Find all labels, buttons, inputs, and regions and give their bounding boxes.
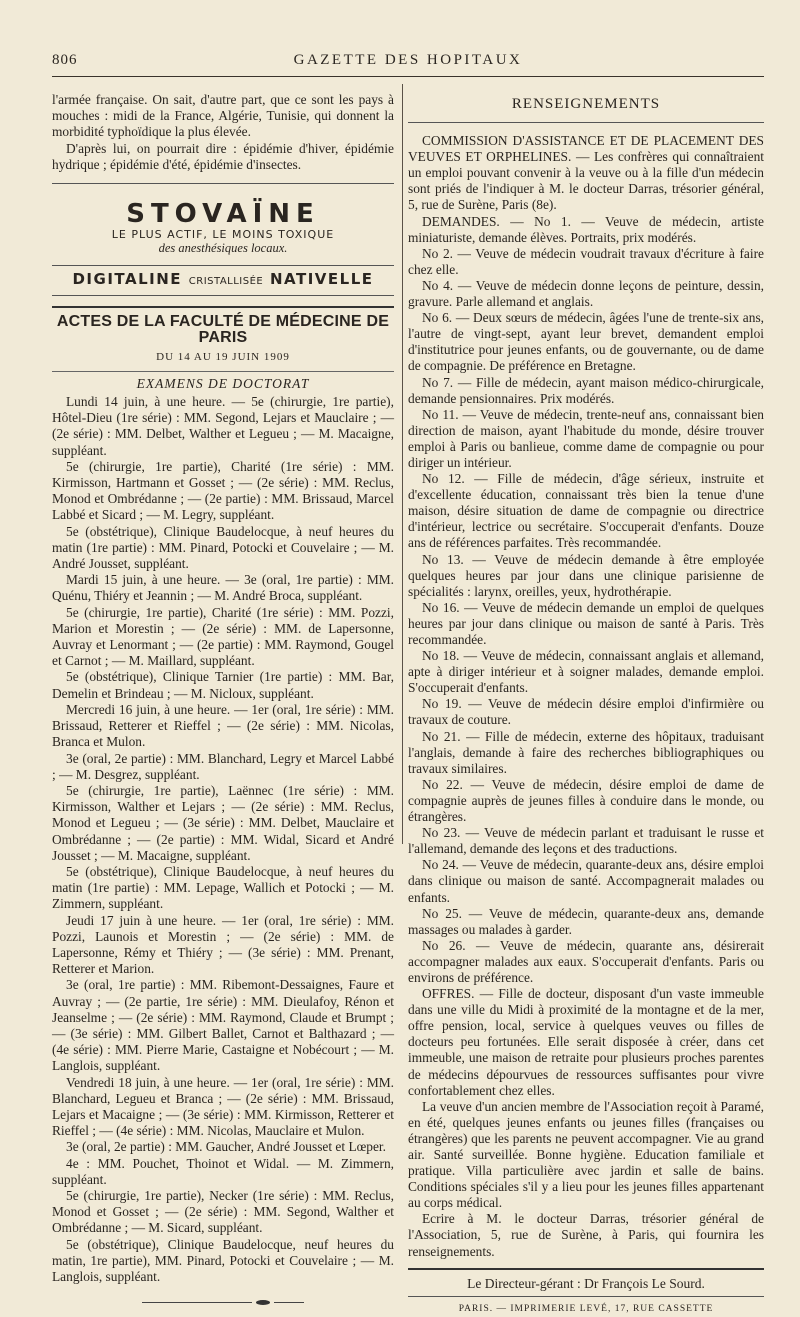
paragraph: 5e (chirurgie, 1re partie), Charité (1re série) : MM. Kirmisson, Hartmann et Gosset ; — (2e série) : MM. Reclus, Monod et Ombrédanne ; — (2e partie) : MM. Brissaud, Marcel Labbé et Sicard ; — M. Legry, suppléant.: [52, 458, 394, 523]
paragraph: 5e (obstétrique), Clinique Baudelocque, à neuf heures du matin (1re partie) : MM. Lepage, Wallich et Potocki ; — M. Zimmern, suppléant.: [52, 863, 394, 912]
paragraph: 5e (chirurgie, 1re partie), Charité (1re série) : MM. Pozzi, Marion et Morestin ; — (2e série) : MM. de Lapersonne, Auvray et Lenormant ; — (2e partie) : MM. Raymond, Gougel et Carnot ; — M. Maillard, suppléant.: [52, 604, 394, 669]
paragraph: 3e (oral, 2e partie) : MM. Blanchard, Legry et Marcel Labbé ; — M. Desgrez, suppléant.: [52, 750, 394, 782]
paragraph: 3e (oral, 1re partie) : MM. Ribemont-Dessaignes, Faure et Auvray ; — (2e partie, 1re série) : MM. Dieulafoy, Rénon et Jeanselme ; — (2e série) : MM. Raymond, Claude et Brumpt ; — (3e série) : MM. Gilbert Ballet, Carnot et Balthazard ; — (4e série) : MM. Pierre Marie, Castaigne et Nobécourt ; — M. Langlois, suppléant.: [52, 977, 394, 1074]
paragraph: No 26. — Veuve de médecin, quarante ans, désirerait accompagner malades aux eaux. S'occuperait d'enfants. Paris ou environs de préférence.: [408, 937, 764, 985]
directeur-gerant: Le Directeur-gérant : Dr François Le Sourd.: [408, 1276, 764, 1297]
stovaine-advertisement: [52, 183, 394, 255]
paragraph: No 12. — Fille de médecin, d'âge sérieux, instruite et d'excellente éducation, connaissant très bien la tenue d'une maison, désire situation de dame de compagnie ou directrice d'intérieur, lectrice ou secrétaire. S'occuperait d'enfants. Douze ans de références parfaites. Très recommandée.: [408, 471, 764, 551]
intro-paragraph: D'après lui, on pourrait dire : épidémie d'hiver, épidémie hydrique ; épidémie d'été, épidémie d'insectes.: [52, 140, 394, 172]
paragraph: No 2. — Veuve de médecin voudrait travaux d'écriture à faire chez elle.: [408, 245, 764, 277]
paragraph: No 11. — Veuve de médecin, trente-neuf ans, connaissant bien direction de maison, ayant l'habitude du monde, désire trouver emploi à Paris ou banlieue, comme dame de compagnie ou pour diriger un intérieur.: [408, 406, 764, 470]
left-column: [52, 92, 394, 1311]
paragraph: No 21. — Fille de médecin, externe des hôpitaux, traduisant l'anglais, demande à faire des recherches bibliographiques ou travaux similaires.: [408, 728, 764, 776]
footer-rule: [408, 1268, 764, 1270]
paragraph: Vendredi 18 juin, à une heure. — 1er (oral, 1re série) : MM. Blanchard, Legueu et Branca ; — (2e série) : MM. Brissaud, Lejars et Macaigne ; — (3e série) : MM. Kirmisson, Retterer et Rieffel ; — (4e série) : MM. Nicolas, Mauclaire et Mulon.: [52, 1074, 394, 1139]
intro-paragraph: l'armée française. On sait, d'autre part, que ce sont les pays à mouches : midi de la France, Algérie, Tunisie, qui donnent la morbidité typhoïdique la plus élevée.: [52, 92, 394, 140]
paragraph: 5e (chirurgie, 1re partie), Laënnec (1re série) : MM. Kirmisson, Walther et Lejars ; — (2e série) : MM. Reclus, Monod et Legueu ; — (3e série) : MM. Delbet, Mauclaire et Ombrédanne ; — (2e partie) : MM. Widal, Sicard et André Jousset ; — M. Macaigne, suppléant.: [52, 782, 394, 863]
renseignements-title: RENSEIGNEMENTS: [408, 96, 764, 123]
paragraph: No 19. — Veuve de médecin désire emploi d'infirmière ou travaux de couture.: [408, 696, 764, 728]
paragraph: No 4. — Veuve de médecin donne leçons de peinture, dessin, gravure. Parle allemand et anglais.: [408, 277, 764, 310]
paragraph: Jeudi 17 juin à une heure. — 1er (oral, 1re série) : MM. Pozzi, Launois et Morestin ; — (2e série) : MM. de Lapersonne, Rémy et Thiéry ; — (3e série) : MM. Prenant, Retterer et Marion.: [52, 912, 394, 977]
paragraph: No 7. — Fille de médecin, ayant maison médico-chirurgicale, demande pensionnaires. Prix modérés.: [408, 374, 764, 406]
paragraph: No 18. — Veuve de médecin, connaissant anglais et allemand, apte à diriger intérieur et à soigner malades, demande emploi. S'occuperait d'enfants.: [408, 648, 764, 696]
paragraph: No 13. — Veuve de médecin demande à être employée quelques heures par jour dans une clinique parisienne de spécialités : larynx, oreilles, yeux, hydrothérapie.: [408, 551, 764, 599]
column-divider: [402, 84, 403, 844]
paragraph: 5e (obstétrique), Clinique Baudelocque, neuf heures du matin, 1re partie), MM. Pinard, Potocki et Couvelaire ; — M. Langlois, suppléant.: [52, 1236, 394, 1284]
stovaine-tagline: des anesthésiques locaux.: [158, 241, 288, 256]
renseignements-list: [408, 133, 764, 1260]
paragraph: La veuve d'un ancien membre de l'Association reçoit à Paramé, en été, quelques jeunes enfants ou jeunes filles (françaises ou étrangères) que les parents ne peuvent accompagner. Vie au grand air. Santé surveillée. Bonne hygiène. Education familiale et pratique. Villa particulière avec jardin et salle de bains. Conditions spéciales s'il y a lieu pour les jeunes filles appartenant au corps médical.: [408, 1098, 764, 1211]
paragraph: DEMANDES. — No 1. — Veuve de médecin, artiste miniaturiste, demande élèves. Portraits, prix modérés.: [408, 213, 764, 245]
paragraph: 5e (obstétrique), Clinique Tarnier (1re partie) : MM. Bar, Demelin et Brindeau ; — M. Nicloux, suppléant.: [52, 669, 394, 701]
exams-list: [52, 394, 394, 1285]
digitaline-advertisement: [52, 265, 394, 296]
paragraph: Lundi 14 juin, à une heure. — 5e (chirurgie, 1re partie), Hôtel-Dieu (1re série) : MM. Segond, Lejars et Mauclaire ; — (2e série) : MM. Delbet, Walther et Legueu ; — M. Macaigne, suppléant.: [52, 394, 394, 458]
stovaine-name: STOVAÏNE: [126, 199, 320, 230]
actes-title: ACTES DE LA FACULTÉ DE MÉDECINE DE PARIS: [52, 306, 394, 346]
paragraph: Mercredi 16 juin, à une heure. — 1er (oral, 1re série) : MM. Brissaud, Retterer et Rieffel ; — (2e série) : MM. Nicolas, Branca et Mulon.: [52, 701, 394, 750]
exams-heading: EXAMENS DE DOCTORAT: [52, 371, 394, 392]
paragraph: 5e (obstétrique), Clinique Baudelocque, à neuf heures du matin (1re partie) : MM. Pinard, Potocki et Couvelaire ; — M. André Jousset, suppléant.: [52, 523, 394, 572]
digitaline-brand: NATIVELLE: [269, 270, 374, 289]
header-rule: [52, 76, 764, 77]
digitaline-middle: CRISTALLISÉE: [188, 276, 264, 288]
paragraph: 3e (oral, 2e partie) : MM. Gaucher, André Jousset et Lœper.: [66, 1139, 386, 1155]
stovaine-subtitle: LE PLUS ACTIF, LE MOINS TOXIQUE: [111, 228, 335, 242]
paragraph: 5e (chirurgie, 1re partie), Necker (1re série) : MM. Reclus, Monod et Gosset ; — (2e série) : MM. Segond, Walther et Ombrédanne ; — M. Sicard, suppléant.: [52, 1187, 394, 1236]
paragraph: No 16. — Veuve de médecin demande un emploi de quelques heures par jour dans clinique ou maison de santé à Paris. Très recommandée.: [408, 599, 764, 647]
paragraph: No 6. — Deux sœurs de médecin, âgées l'une de trente-six ans, l'autre de vingt-sept, ayant leur brevet, demandent emploi d'institutrice pour jeunes enfants, ou de gouvernante, ou de dame de compagnie. De préférence en Bretagne.: [408, 310, 764, 374]
page-header: [52, 50, 764, 72]
paragraph: 4e : MM. Pouchet, Thoinot et Widal. — M. Zimmern, suppléant.: [52, 1155, 394, 1187]
paragraph: Ecrire à M. le docteur Darras, trésorier général de l'Association, 5, rue de Surène, à Paris, qui fournira les renseignements.: [408, 1211, 764, 1259]
paragraph: Mardi 15 juin, à une heure. — 3e (oral, 1re partie) : MM. Quénu, Thiéry et Jeannin ; — M. André Broca, suppléant.: [52, 572, 394, 604]
paragraph: No 22. — Veuve de médecin, désire emploi de dame de compagnie auprès de jeunes filles à conduire dans le monde, ou étrangères.: [408, 776, 764, 825]
digitaline-name: DIGITALINE: [72, 270, 183, 289]
page-number: 806: [52, 52, 78, 68]
right-column: [408, 86, 764, 1317]
paragraph: No 23. — Veuve de médecin parlant et traduisant le russe et l'allemand, demande des leçons et des traductions.: [408, 825, 764, 857]
imprimerie-line: PARIS. — IMPRIMERIE LEVÉ, 17, RUE CASSETTE: [458, 1303, 714, 1314]
paragraph: OFFRES. — Fille de docteur, disposant d'un vaste immeuble dans une ville du Midi à proximité de la montagne et de la mer, offre pension, local, service à quelques veuves ou filles de docteurs peu fortunées. Elle serait disposée à créer, dans cet immeuble, une maison de retraite pour plusieurs proches parentes de médecins dépourvues de ressources suffisantes pour vivre confortablement chez elles.: [408, 986, 764, 1098]
end-ornament: [52, 1295, 394, 1311]
actes-dates: DU 14 AU 19 JUIN 1909: [156, 350, 290, 363]
paragraph: COMMISSION D'ASSISTANCE ET DE PLACEMENT DES VEUVES ET ORPHELINES. — Les confrères qui connaîtraient un emploi pouvant convenir à la veuve ou à la fille d'un médecin sont priés de l'indiquer à M. le docteur Darras, trésorier général, 5, rue de Surène, Paris (8e).: [408, 133, 764, 213]
paragraph: No 25. — Veuve de médecin, quarante-deux ans, demande massages ou malades à garder.: [408, 905, 764, 937]
paragraph: No 24. — Veuve de médecin, quarante-deux ans, désire emploi dans clinique ou maison de santé. Accompagnerait malades ou enfants.: [408, 857, 764, 905]
journal-title: GAZETTE DES HOPITAUX: [293, 52, 523, 68]
